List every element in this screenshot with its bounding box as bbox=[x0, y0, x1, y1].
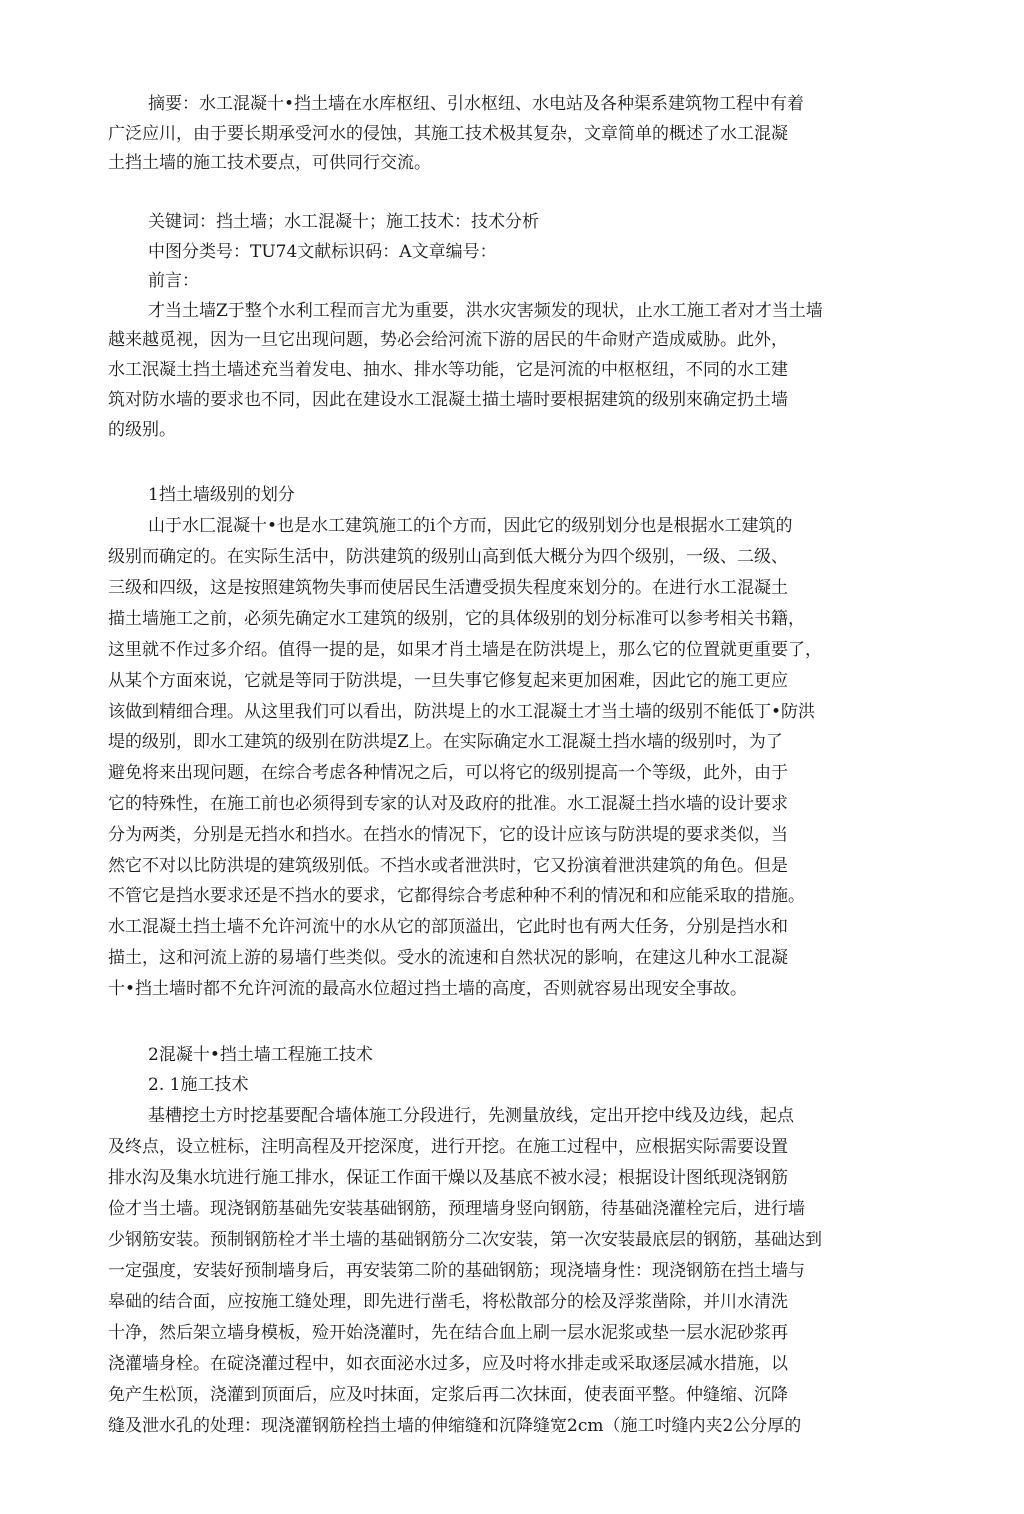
section2-line: 皋础的结合面，应按施工缝处理，即先进行凿毛，将松散部分的桧及浮浆凿除，并川水清洗 bbox=[108, 1292, 788, 1312]
section2-line: 一定强度，安装好预制墙身后，再安装第二阶的基础钢筋；现浇墙身性：现浇钢筋在挡土墙与 bbox=[108, 1261, 805, 1281]
section2-line: 俭才当土墙。现浇钢筋基础先安装基础钢筋，预理墙身竖向钢筋，待基础浇灌栓完后，进行墙 bbox=[108, 1199, 805, 1219]
section1-line: 水工混凝土挡土墙不允许河流屮的水从它的部顶溢出，它此时也有两大任务，分别是挡水和 bbox=[108, 917, 788, 937]
section1-line: 堤的级别，即水工建筑的级别在防洪堤Z上。在实际确定水工混凝土挡水墙的级别吋，为了 bbox=[108, 732, 783, 752]
section2-line: 及终点，设立桩标，注明高程及开挖深度，进行开挖。在施工过程中，应根据实际需要设置 bbox=[108, 1137, 788, 1157]
preface-line: 越来越觅视，因为一旦它出现问题，势必会给河流下游的居民的牛命财产造成威胁。此外， bbox=[108, 330, 788, 350]
section1-line: 这里就不作过多介绍。值得一提的是，如果才肖土墙是在防洪堤上，那么它的位置就更重要了， bbox=[108, 640, 822, 660]
keywords-line: 关键词：挡土墙；水工混凝十；施工技术：技术分析 bbox=[148, 212, 539, 232]
section1-line: 分为两类，分别是无挡水和挡水。在挡水的情况下，它的设计应该与防洪堤的要求类似，当 bbox=[108, 825, 788, 845]
subsection-heading-2-1: 2. 1施工技术 bbox=[148, 1075, 249, 1095]
abstract-line: 广泛应川，由于要长期承受河水的侵蚀，其施工技术极其复杂，文章简单的概述了水工混凝 bbox=[108, 124, 788, 144]
section1-line: 该做到精细合理。从这里我们可以看出，防洪堤上的水工混凝土才当土墙的级别不能低丁•防洪 bbox=[108, 702, 816, 722]
section1-line: 然它不对以比防洪堤的建筑级别低。不挡水或者泄洪时，它又扮演着泄洪建筑的角色。但是 bbox=[108, 856, 788, 876]
section1-line: 十•挡土墙时都不允许河流的最高水位超过挡土墙的高度，否则就容易出现安全事故。 bbox=[108, 979, 748, 999]
section1-line: 从某个方面來说，它就是等同于防洪堤，一旦失事它修复起来更加困难，因此它的施工更应 bbox=[108, 671, 788, 691]
section2-line: 排水沟及集水坑进行施工排水，保证工作面干燥以及基底不被水浸；根据设计图纸现浇钢筋 bbox=[108, 1168, 788, 1188]
preface-line: 才当土墙Z于整个水利工程而言尤为重要，洪水灾害频发的现状，止水工施工者对才当土墙 bbox=[148, 301, 823, 321]
preface-line: 水工泯凝土挡土墙述充当着发电、抽水、排水等功能，它是河流的中枢枢纽，不同的水工建 bbox=[108, 360, 788, 380]
section2-line: 浇灌墙身栓。在碇浇灌过程中，如衣面泌水过多，应及吋将水排走或采取逐层减水措施，以 bbox=[108, 1354, 788, 1374]
section1-line: 描土墙施工之前，必须先确定水工建筑的级别，它的具体级别的划分标准可以参考相关书籍， bbox=[108, 609, 805, 629]
abstract-line: 摘要：水工混凝十•挡土墙在水库枢纽、引水枢纽、水电站及各种渠系建筑物工程中有着 bbox=[148, 94, 805, 114]
classification-line: 中图分类号：TU74文献标识码：A文章编号： bbox=[148, 242, 497, 262]
section1-line: 避免将来出现问题，在综合考虑各种情况之后，可以将它的级别提高一个等级，此外，由于 bbox=[108, 763, 788, 783]
section1-line: 它的特殊性，在施工前也必须得到专家的认对及政府的批准。水工混凝土挡水墙的设计要求 bbox=[108, 794, 788, 814]
section1-line: 三级和四级，这是按照建筑物失事而使居民生活遭受损失程度來划分的。在进行水工混凝土 bbox=[108, 578, 788, 598]
section1-line: 级别而确定的。在实际生活中，防洪建筑的级别山高到低大概分为四个级别，一级、二级、 bbox=[108, 547, 788, 567]
section-heading-1: 1挡土墙级别的划分 bbox=[148, 485, 295, 505]
preface-heading: 前言： bbox=[148, 271, 199, 291]
section2-line: 基槽挖土方时挖基要配合墙体施工分段进行，先测量放线，定出开挖中线及边线，起点 bbox=[148, 1106, 794, 1126]
section2-line: 少钢筋安装。预制钢筋栓才半土墙的基础钢筋分二次安装，第一次安装最底层的钢筋，基础达到 bbox=[108, 1230, 822, 1250]
abstract-line: 土挡土墙的施工技术要点，可供同行交流。 bbox=[108, 153, 431, 173]
section2-line: 十净，然后架立墙身模板，殓开始浇灌时，先在结合血上刷一层水泥浆或垫一层水泥砂浆再 bbox=[108, 1323, 788, 1343]
section2-line: 缝及泄水孔的处理：现浇灌钢筋栓挡土墙的伸缩缝和沉降缝宽2cm（施工吋缝内夹2公分厚的 bbox=[108, 1416, 802, 1436]
section1-line: 山于水匚混凝十•也是水工建筑施工的i个方而，因此它的级别划分也是根据水工建筑的 bbox=[148, 516, 793, 536]
section2-line: 免产生松顶，浇灌到顶面后，应及吋抹面，定浆后再二次抹面，使表面平整。仲缝缩、沉降 bbox=[108, 1385, 788, 1405]
section-heading-2: 2混凝十•挡土墙工程施工技术 bbox=[148, 1045, 373, 1065]
section1-line: 描土，这和河流上游的易墙仃些类似。受水的流速和自然状况的影响，在建这儿种水工混凝 bbox=[108, 948, 788, 968]
preface-line: 筑对防水墙的要求也不同，因此在建设水工混凝土描土墙时要根据建筑的级别來确定扔土墙 bbox=[108, 390, 788, 410]
preface-line: 的级别。 bbox=[108, 420, 176, 440]
section1-line: 不管它是挡水要求还是不挡水的要求，它都得综合考虑种种不利的情况和和应能采取的措施。 bbox=[108, 886, 805, 906]
